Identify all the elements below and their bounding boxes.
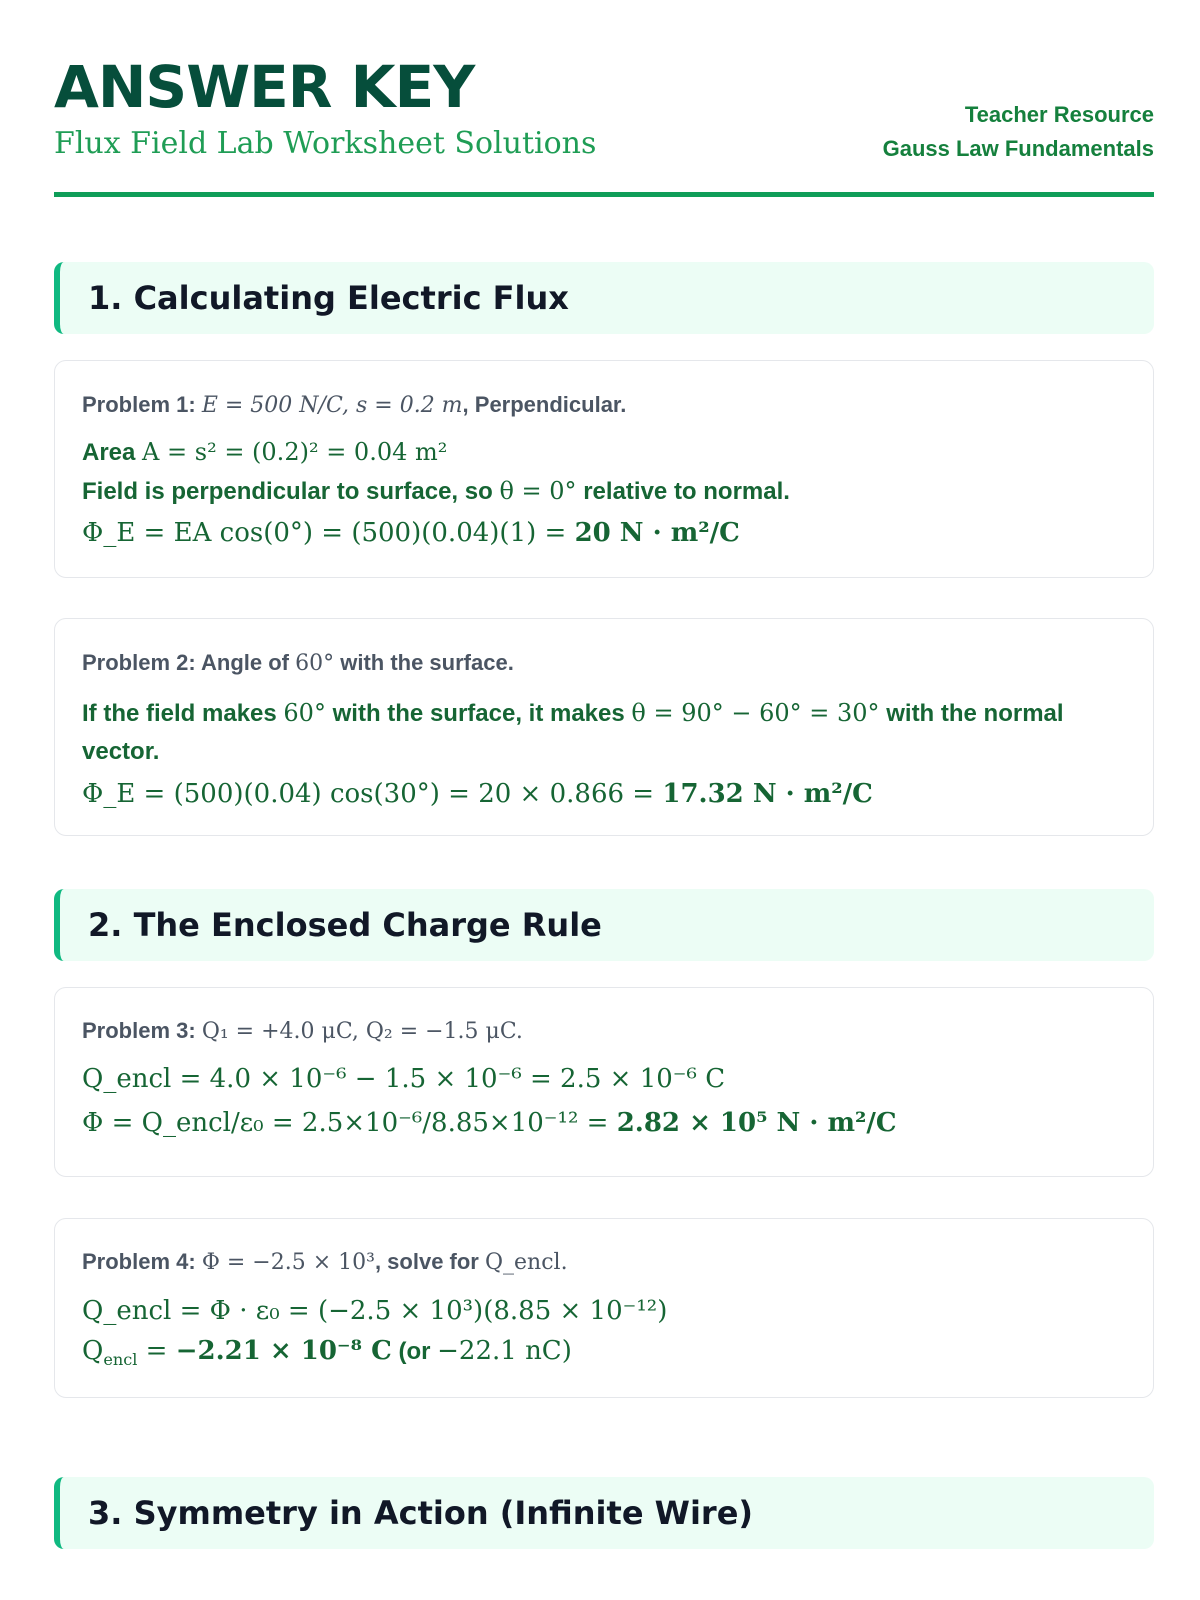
problem-heading — [82, 1247, 1129, 1278]
solution-math: Φ_E = EA cos(0°) = (500)(0.04)(1) = — [82, 518, 575, 548]
problem-label: Problem 3: — [82, 1018, 196, 1043]
solution-text: (or — [391, 1338, 438, 1365]
solution-text: Field is perpendicular to surface, so — [82, 478, 500, 505]
solution-text: with the surface, it makes — [325, 700, 632, 727]
solution-math: θ = 0° — [499, 477, 577, 505]
final-answer: 2.82 × 10⁵ N · m²/C — [616, 1108, 897, 1138]
solution-line — [82, 1331, 1129, 1379]
section-title: 1. Calculating Electric Flux — [88, 279, 569, 317]
header-meta — [883, 98, 1154, 166]
solution-text: Area — [82, 439, 143, 466]
section-title: 3. Symmetry in Action (Infinite Wire) — [88, 1494, 754, 1532]
problem-card-2 — [54, 618, 1154, 836]
problem-label: Problem 2: — [82, 650, 196, 675]
page-subtitle: Flux Field Lab Worksheet Solutions — [54, 126, 597, 161]
solution-text: If the field makes — [82, 700, 284, 727]
header-divider — [54, 192, 1154, 197]
solution-line — [82, 1100, 1129, 1145]
solution-text: relative to normal. — [576, 478, 790, 505]
solution-math: 60° — [283, 699, 326, 727]
problem-heading — [82, 391, 1129, 420]
meta-teacher-resource: Teacher Resource — [964, 102, 1154, 127]
solution-text: with the normal vector. — [82, 700, 1064, 765]
solution-math: Q_encl = Φ · ε₀ = (−2.5 × 10³)(8.85 × 10⁻¹²) — [82, 1296, 668, 1326]
section-header-1 — [54, 262, 1154, 334]
solution-math: −22.1 nC — [437, 1336, 562, 1366]
solution-math: θ = 90° − 60° = 30° — [631, 699, 880, 727]
solution-line — [82, 475, 1129, 508]
solution-text: ) — [561, 1336, 572, 1366]
page-title: ANSWER KEY — [54, 53, 475, 121]
problem-card-4 — [54, 1218, 1154, 1398]
solution-line — [82, 1292, 1129, 1329]
solution-line — [82, 694, 1129, 771]
problem-given-math: Q_encl. — [485, 1250, 568, 1275]
solution-math: $Q_{encl}$ = — [82, 1336, 176, 1370]
problem-given: E = 500 N/C, s = 0.2 m — [201, 393, 463, 418]
problem-given-text: Angle of — [195, 650, 296, 675]
problem-card-1 — [54, 360, 1154, 578]
problem-heading — [82, 649, 1129, 678]
section-header-2 — [54, 889, 1154, 961]
solution-line — [82, 775, 1129, 812]
problem-card-3 — [54, 987, 1154, 1177]
final-answer: 20 N · m²/C — [574, 518, 740, 548]
page-header — [54, 52, 1154, 200]
solution-line — [82, 1061, 1129, 1096]
final-answer: 17.32 N · m²/C — [662, 779, 873, 809]
problem-given: Q₁ = +4.0 μC, Q₂ = −1.5 μC. — [201, 1019, 523, 1044]
meta-topic: Gauss Law Fundamentals — [882, 136, 1154, 161]
problem-label: Problem 4: — [82, 1249, 196, 1274]
problem-heading — [82, 1016, 1129, 1047]
solution-math: Φ_E = (500)(0.04) cos(30°) = 20 × 0.866 = — [82, 779, 663, 809]
final-answer: −2.21 × 10⁻⁸ C — [175, 1336, 392, 1366]
solution-line — [82, 514, 1129, 551]
section-header-3 — [54, 1477, 1154, 1549]
problem-label: Problem 1: — [82, 392, 196, 417]
section-title: 2. The Enclosed Charge Rule — [88, 906, 602, 944]
solution-math: A = s² = (0.2)² = 0.04 m² — [142, 438, 448, 466]
problem-given-text: with the surface. — [334, 650, 514, 675]
problem-given-suffix: , Perpendicular. — [462, 392, 627, 417]
solution-math: Q_encl = 4.0 × 10⁻⁶ − 1.5 × 10⁻⁶ = 2.5 × 10⁻⁶ C — [82, 1064, 726, 1094]
problem-given: Φ = −2.5 × 10³ — [201, 1250, 375, 1275]
solution-line — [82, 436, 1129, 469]
solution-math: Φ = Q_encl/ε₀ = 2.5×10⁻⁶/8.85×10⁻¹² = — [82, 1108, 617, 1138]
problem-given-text: , solve for — [374, 1249, 485, 1274]
problem-given-math: 60° — [295, 651, 335, 676]
